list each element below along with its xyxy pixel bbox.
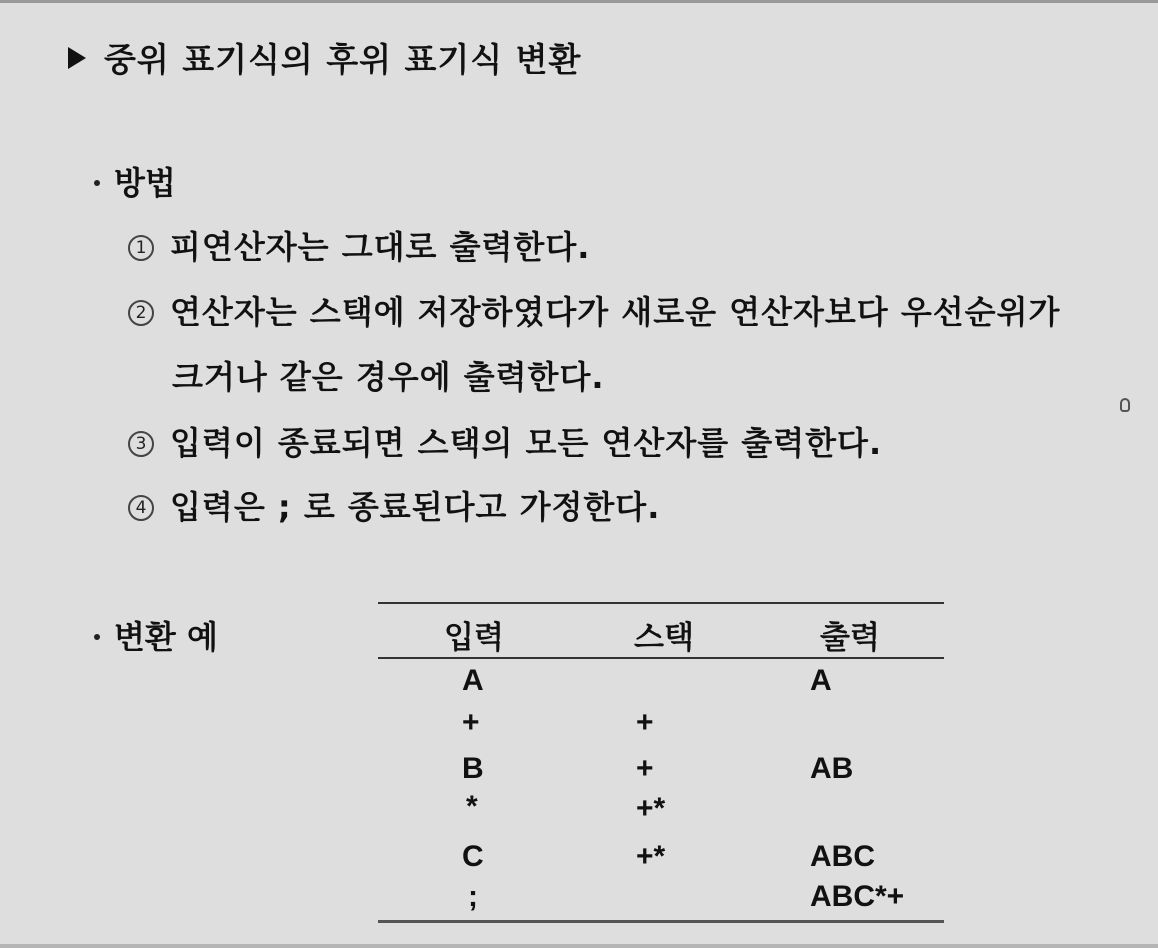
bullet-dot-icon xyxy=(94,180,100,186)
mouse-cursor-icon xyxy=(1120,398,1130,412)
method-step-2-continuation: 크거나 같은 경우에 출력한다. xyxy=(172,358,605,396)
header-input: 입력 xyxy=(444,620,504,656)
cell-input: B xyxy=(462,752,484,785)
cell-input: * xyxy=(466,790,478,823)
cell-output: AB xyxy=(810,752,854,785)
circled-number-1: 1 xyxy=(128,235,154,261)
cell-input: C xyxy=(462,840,484,873)
method-heading xyxy=(94,158,176,204)
circled-number-2: 2 xyxy=(128,300,154,326)
triangle-bullet-icon xyxy=(68,47,86,69)
cell-output: A xyxy=(810,664,832,697)
method-heading-text: 방법 xyxy=(114,164,176,202)
cell-output: ABC xyxy=(810,840,875,873)
method-step-1 xyxy=(128,222,590,268)
cell-stack: +* xyxy=(636,840,666,873)
cell-stack: +* xyxy=(636,792,666,825)
bullet-dot-icon xyxy=(94,634,100,640)
cell-input: ; xyxy=(468,880,478,913)
method-step-4 xyxy=(128,482,660,528)
conversion-table xyxy=(378,602,944,924)
method-step-text: 입력은 ; 로 종료된다고 가정한다. xyxy=(170,488,661,526)
top-border xyxy=(0,0,1158,3)
table-top-rule xyxy=(378,602,944,604)
header-output: 출력 xyxy=(820,620,880,656)
example-heading xyxy=(94,612,218,658)
cell-input: + xyxy=(462,706,480,739)
cell-stack: + xyxy=(636,752,654,785)
table-bottom-rule xyxy=(378,920,944,923)
method-step-2 xyxy=(128,287,1060,333)
slide-title xyxy=(68,34,581,81)
circled-number-4: 4 xyxy=(128,495,154,521)
table-header-rule xyxy=(378,657,944,659)
cell-input: A xyxy=(462,664,484,697)
example-heading-text: 변환 예 xyxy=(114,618,218,656)
method-step-text: 입력이 종료되면 스택의 모든 연산자를 출력한다. xyxy=(170,424,883,462)
bottom-border xyxy=(0,944,1158,948)
cell-stack: + xyxy=(636,706,654,739)
cell-output: ABC*+ xyxy=(810,880,905,913)
header-stack: 스택 xyxy=(634,620,694,656)
slide-title-text: 중위 표기식의 후위 표기식 변환 xyxy=(104,40,582,79)
method-step-text: 피연산자는 그대로 출력한다. xyxy=(170,228,591,266)
circled-number-3: 3 xyxy=(128,431,154,457)
method-step-text: 연산자는 스택에 저장하였다가 새로운 연산자보다 우선순위가 xyxy=(170,293,1061,331)
method-step-3 xyxy=(128,418,882,464)
